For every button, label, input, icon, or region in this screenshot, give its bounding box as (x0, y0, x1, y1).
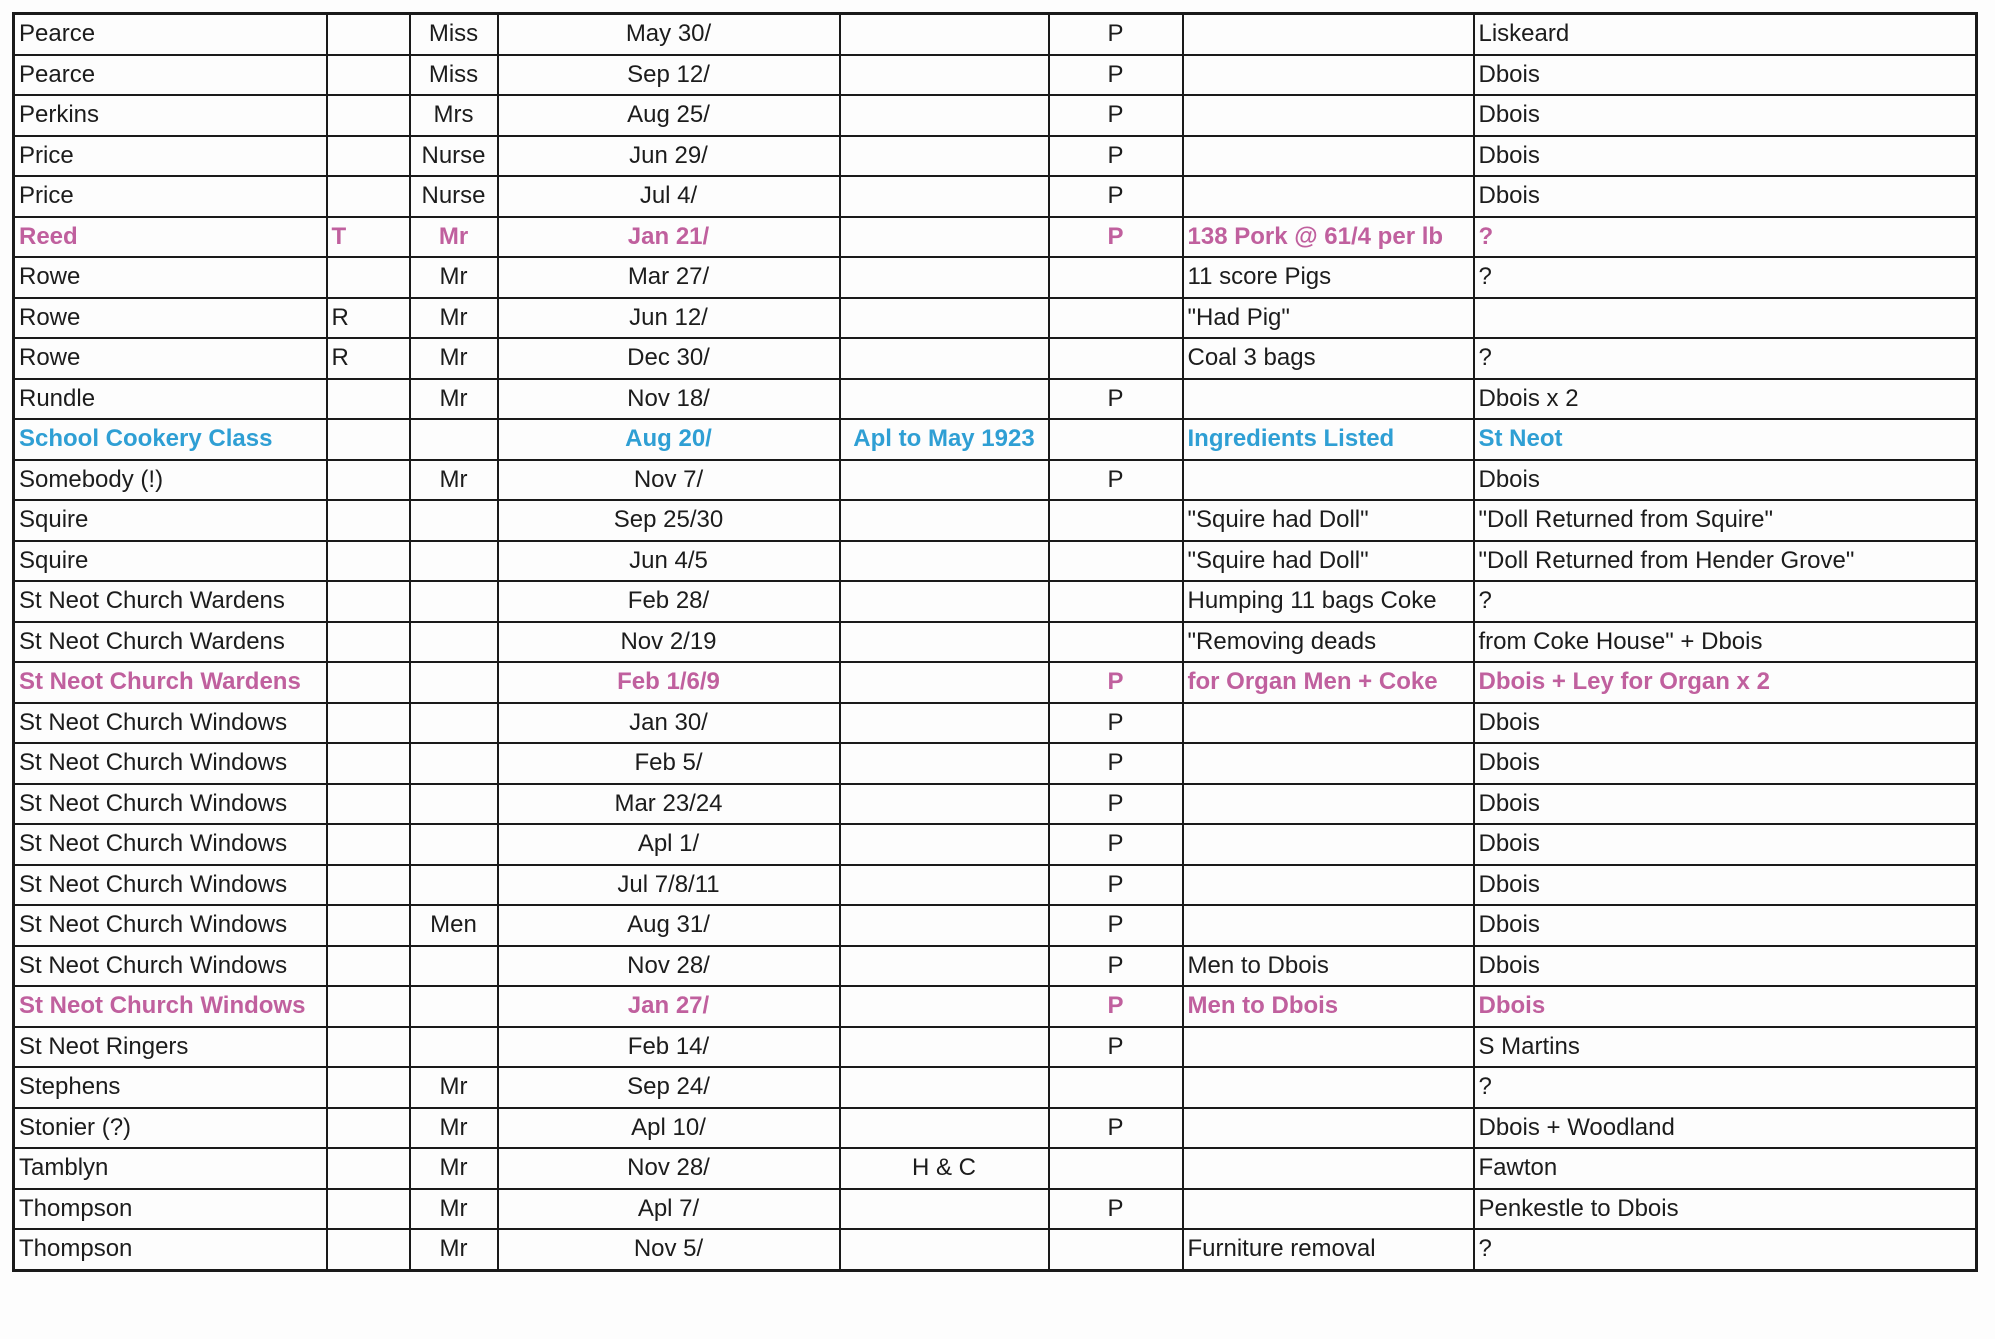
name-cell: St Neot Church Windows (14, 703, 327, 744)
initial-cell (327, 460, 410, 501)
place-cell: from Coke House" + Dbois (1474, 622, 1977, 663)
table-row (14, 176, 1977, 217)
title-cell: Mr (410, 379, 498, 420)
detail-cell: Men to Dbois (1183, 986, 1474, 1027)
initial-cell: T (327, 217, 410, 258)
place-cell: ? (1474, 338, 1977, 379)
paid-mark-cell: P (1049, 379, 1183, 420)
title-cell (410, 946, 498, 987)
initial-cell (327, 55, 410, 96)
place-cell: ? (1474, 581, 1977, 622)
title-cell (410, 743, 498, 784)
place-cell: Dbois (1474, 986, 1977, 1027)
date-cell: Dec 30/ (498, 338, 840, 379)
name-cell: Squire (14, 500, 327, 541)
ledger-sheet (12, 12, 1975, 1272)
note-cell (840, 217, 1049, 258)
title-cell: Mr (410, 1229, 498, 1270)
paid-mark-cell: P (1049, 824, 1183, 865)
table-row (14, 1067, 1977, 1108)
title-cell: Mr (410, 460, 498, 501)
note-cell (840, 743, 1049, 784)
table-row (14, 1148, 1977, 1189)
detail-cell (1183, 1067, 1474, 1108)
paid-mark-cell: P (1049, 217, 1183, 258)
note-cell (840, 784, 1049, 825)
place-cell: Dbois (1474, 176, 1977, 217)
date-cell: Nov 28/ (498, 946, 840, 987)
title-cell: Miss (410, 55, 498, 96)
paid-mark-cell: P (1049, 136, 1183, 177)
paid-mark-cell: P (1049, 703, 1183, 744)
place-cell: Dbois (1474, 55, 1977, 96)
place-cell: Dbois (1474, 743, 1977, 784)
name-cell: Thompson (14, 1189, 327, 1230)
name-cell: Pearce (14, 55, 327, 96)
initial-cell (327, 541, 410, 582)
detail-cell: 11 score Pigs (1183, 257, 1474, 298)
place-cell (1474, 298, 1977, 339)
initial-cell (327, 1108, 410, 1149)
table-row (14, 95, 1977, 136)
table-row (14, 1027, 1977, 1068)
title-cell (410, 500, 498, 541)
note-cell (840, 460, 1049, 501)
note-cell (840, 379, 1049, 420)
name-cell: School Cookery Class (14, 419, 327, 460)
initial-cell (327, 1067, 410, 1108)
title-cell: Mr (410, 1148, 498, 1189)
title-cell (410, 703, 498, 744)
paid-mark-cell: P (1049, 55, 1183, 96)
paid-mark-cell (1049, 419, 1183, 460)
place-cell: Dbois (1474, 703, 1977, 744)
title-cell (410, 622, 498, 663)
title-cell: Nurse (410, 136, 498, 177)
table-row (14, 1108, 1977, 1149)
note-cell (840, 986, 1049, 1027)
initial-cell (327, 865, 410, 906)
initial-cell (327, 176, 410, 217)
note-cell (840, 1229, 1049, 1270)
ledger-table (12, 12, 1978, 1272)
date-cell: Jun 4/5 (498, 541, 840, 582)
initial-cell (327, 986, 410, 1027)
table-row (14, 662, 1977, 703)
title-cell (410, 865, 498, 906)
note-cell (840, 95, 1049, 136)
place-cell: Dbois (1474, 946, 1977, 987)
detail-cell: Humping 11 bags Coke (1183, 581, 1474, 622)
place-cell: "Doll Returned from Squire" (1474, 500, 1977, 541)
date-cell: Mar 27/ (498, 257, 840, 298)
note-cell (840, 1108, 1049, 1149)
title-cell: Men (410, 905, 498, 946)
table-row (14, 622, 1977, 663)
table-row (14, 460, 1977, 501)
initial-cell (327, 257, 410, 298)
date-cell: Mar 23/24 (498, 784, 840, 825)
initial-cell: R (327, 338, 410, 379)
note-cell (840, 298, 1049, 339)
title-cell (410, 419, 498, 460)
name-cell: Tamblyn (14, 1148, 327, 1189)
date-cell: May 30/ (498, 14, 840, 55)
table-row (14, 257, 1977, 298)
initial-cell (327, 1229, 410, 1270)
paid-mark-cell: P (1049, 1108, 1183, 1149)
place-cell: ? (1474, 1229, 1977, 1270)
detail-cell (1183, 784, 1474, 825)
note-cell (840, 257, 1049, 298)
name-cell: Perkins (14, 95, 327, 136)
date-cell: Apl 10/ (498, 1108, 840, 1149)
table-row (14, 946, 1977, 987)
place-cell: Dbois (1474, 905, 1977, 946)
detail-cell: Furniture removal (1183, 1229, 1474, 1270)
detail-cell (1183, 1108, 1474, 1149)
paid-mark-cell: P (1049, 986, 1183, 1027)
detail-cell: "Squire had Doll" (1183, 500, 1474, 541)
title-cell (410, 784, 498, 825)
place-cell: Dbois (1474, 824, 1977, 865)
initial-cell (327, 95, 410, 136)
paid-mark-cell (1049, 581, 1183, 622)
detail-cell: "Had Pig" (1183, 298, 1474, 339)
place-cell: Dbois (1474, 460, 1977, 501)
name-cell: St Neot Church Wardens (14, 622, 327, 663)
date-cell: Feb 28/ (498, 581, 840, 622)
date-cell: Apl 1/ (498, 824, 840, 865)
detail-cell (1183, 743, 1474, 784)
name-cell: St Neot Church Wardens (14, 662, 327, 703)
date-cell: Apl 7/ (498, 1189, 840, 1230)
place-cell: ? (1474, 257, 1977, 298)
paid-mark-cell: P (1049, 95, 1183, 136)
table-row (14, 1189, 1977, 1230)
table-row (14, 905, 1977, 946)
title-cell: Nurse (410, 176, 498, 217)
detail-cell (1183, 176, 1474, 217)
place-cell: Dbois x 2 (1474, 379, 1977, 420)
place-cell: Dbois (1474, 136, 1977, 177)
date-cell: Jun 12/ (498, 298, 840, 339)
detail-cell (1183, 136, 1474, 177)
note-cell (840, 662, 1049, 703)
name-cell: Somebody (!) (14, 460, 327, 501)
date-cell: Sep 24/ (498, 1067, 840, 1108)
detail-cell (1183, 379, 1474, 420)
name-cell: Price (14, 136, 327, 177)
paid-mark-cell (1049, 1067, 1183, 1108)
date-cell: Feb 14/ (498, 1027, 840, 1068)
title-cell: Mr (410, 338, 498, 379)
place-cell: Dbois + Ley for Organ x 2 (1474, 662, 1977, 703)
date-cell: Jun 29/ (498, 136, 840, 177)
note-cell (840, 703, 1049, 744)
title-cell: Mr (410, 257, 498, 298)
date-cell: Feb 5/ (498, 743, 840, 784)
note-cell (840, 946, 1049, 987)
table-row (14, 217, 1977, 258)
detail-cell: Coal 3 bags (1183, 338, 1474, 379)
note-cell (840, 541, 1049, 582)
title-cell: Mr (410, 1108, 498, 1149)
table-row (14, 581, 1977, 622)
detail-cell: "Removing deads (1183, 622, 1474, 663)
name-cell: Thompson (14, 1229, 327, 1270)
table-row (14, 743, 1977, 784)
name-cell: Rundle (14, 379, 327, 420)
date-cell: Jan 30/ (498, 703, 840, 744)
paid-mark-cell: P (1049, 946, 1183, 987)
name-cell: St Neot Ringers (14, 1027, 327, 1068)
note-cell (840, 14, 1049, 55)
paid-mark-cell: P (1049, 176, 1183, 217)
detail-cell: Ingredients Listed (1183, 419, 1474, 460)
name-cell: St Neot Church Windows (14, 905, 327, 946)
date-cell: Nov 7/ (498, 460, 840, 501)
initial-cell (327, 662, 410, 703)
note-cell (840, 865, 1049, 906)
note-cell (840, 176, 1049, 217)
title-cell: Mrs (410, 95, 498, 136)
initial-cell (327, 379, 410, 420)
initial-cell (327, 419, 410, 460)
table-row (14, 1229, 1977, 1270)
title-cell: Miss (410, 14, 498, 55)
place-cell: Fawton (1474, 1148, 1977, 1189)
paid-mark-cell: P (1049, 460, 1183, 501)
note-cell (840, 338, 1049, 379)
initial-cell (327, 14, 410, 55)
date-cell: Aug 31/ (498, 905, 840, 946)
place-cell: St Neot (1474, 419, 1977, 460)
name-cell: St Neot Church Windows (14, 784, 327, 825)
detail-cell (1183, 1189, 1474, 1230)
initial-cell (327, 824, 410, 865)
table-row (14, 541, 1977, 582)
name-cell: Rowe (14, 257, 327, 298)
date-cell: Nov 2/19 (498, 622, 840, 663)
paid-mark-cell (1049, 622, 1183, 663)
detail-cell (1183, 1027, 1474, 1068)
detail-cell (1183, 905, 1474, 946)
paid-mark-cell (1049, 298, 1183, 339)
note-cell (840, 1189, 1049, 1230)
place-cell: "Doll Returned from Hender Grove" (1474, 541, 1977, 582)
title-cell: Mr (410, 1067, 498, 1108)
paid-mark-cell: P (1049, 743, 1183, 784)
note-cell (840, 581, 1049, 622)
title-cell: Mr (410, 1189, 498, 1230)
initial-cell (327, 946, 410, 987)
table-row (14, 379, 1977, 420)
note-cell (840, 622, 1049, 663)
date-cell: Nov 5/ (498, 1229, 840, 1270)
date-cell: Jan 21/ (498, 217, 840, 258)
paid-mark-cell (1049, 338, 1183, 379)
paid-mark-cell: P (1049, 1189, 1183, 1230)
date-cell: Aug 25/ (498, 95, 840, 136)
initial-cell (327, 1148, 410, 1189)
paid-mark-cell: P (1049, 784, 1183, 825)
name-cell: Stephens (14, 1067, 327, 1108)
place-cell: Penkestle to Dbois (1474, 1189, 1977, 1230)
paid-mark-cell: P (1049, 865, 1183, 906)
note-cell: H & C (840, 1148, 1049, 1189)
detail-cell (1183, 95, 1474, 136)
initial-cell (327, 703, 410, 744)
initial-cell: R (327, 298, 410, 339)
date-cell: Jul 4/ (498, 176, 840, 217)
detail-cell: "Squire had Doll" (1183, 541, 1474, 582)
date-cell: Feb 1/6/9 (498, 662, 840, 703)
place-cell: Dbois + Woodland (1474, 1108, 1977, 1149)
date-cell: Jul 7/8/11 (498, 865, 840, 906)
name-cell: Pearce (14, 14, 327, 55)
name-cell: Stonier (?) (14, 1108, 327, 1149)
name-cell: Reed (14, 217, 327, 258)
paid-mark-cell (1049, 541, 1183, 582)
table-row (14, 784, 1977, 825)
detail-cell: Men to Dbois (1183, 946, 1474, 987)
initial-cell (327, 784, 410, 825)
place-cell: Dbois (1474, 865, 1977, 906)
note-cell (840, 500, 1049, 541)
date-cell: Jan 27/ (498, 986, 840, 1027)
detail-cell (1183, 460, 1474, 501)
table-row (14, 500, 1977, 541)
title-cell (410, 824, 498, 865)
name-cell: St Neot Church Windows (14, 986, 327, 1027)
detail-cell: 138 Pork @ 61/4 per lb (1183, 217, 1474, 258)
table-row (14, 703, 1977, 744)
table-row (14, 338, 1977, 379)
table-row (14, 986, 1977, 1027)
table-row (14, 419, 1977, 460)
name-cell: Price (14, 176, 327, 217)
initial-cell (327, 136, 410, 177)
name-cell: Rowe (14, 338, 327, 379)
place-cell: ? (1474, 1067, 1977, 1108)
title-cell: Mr (410, 298, 498, 339)
title-cell: Mr (410, 217, 498, 258)
initial-cell (327, 905, 410, 946)
place-cell: ? (1474, 217, 1977, 258)
ledger-body (14, 14, 1977, 1271)
place-cell: Liskeard (1474, 14, 1977, 55)
name-cell: St Neot Church Windows (14, 946, 327, 987)
note-cell (840, 1027, 1049, 1068)
table-row (14, 55, 1977, 96)
name-cell: Squire (14, 541, 327, 582)
date-cell: Nov 18/ (498, 379, 840, 420)
title-cell (410, 662, 498, 703)
initial-cell (327, 743, 410, 784)
date-cell: Nov 28/ (498, 1148, 840, 1189)
paid-mark-cell: P (1049, 14, 1183, 55)
note-cell (840, 136, 1049, 177)
detail-cell (1183, 55, 1474, 96)
detail-cell (1183, 703, 1474, 744)
note-cell (840, 905, 1049, 946)
initial-cell (327, 1027, 410, 1068)
initial-cell (327, 500, 410, 541)
detail-cell (1183, 865, 1474, 906)
table-row (14, 14, 1977, 55)
name-cell: St Neot Church Windows (14, 824, 327, 865)
place-cell: Dbois (1474, 95, 1977, 136)
note-cell (840, 824, 1049, 865)
paid-mark-cell: P (1049, 662, 1183, 703)
detail-cell (1183, 14, 1474, 55)
detail-cell (1183, 824, 1474, 865)
initial-cell (327, 581, 410, 622)
initial-cell (327, 622, 410, 663)
note-cell (840, 55, 1049, 96)
title-cell (410, 986, 498, 1027)
paid-mark-cell (1049, 1229, 1183, 1270)
title-cell (410, 541, 498, 582)
note-cell: Apl to May 1923 (840, 419, 1049, 460)
title-cell (410, 581, 498, 622)
paid-mark-cell: P (1049, 1027, 1183, 1068)
note-cell (840, 1067, 1049, 1108)
table-row (14, 824, 1977, 865)
table-row (14, 865, 1977, 906)
title-cell (410, 1027, 498, 1068)
date-cell: Sep 25/30 (498, 500, 840, 541)
paid-mark-cell (1049, 1148, 1183, 1189)
detail-cell: for Organ Men + Coke (1183, 662, 1474, 703)
paid-mark-cell (1049, 257, 1183, 298)
table-row (14, 298, 1977, 339)
initial-cell (327, 1189, 410, 1230)
name-cell: St Neot Church Windows (14, 743, 327, 784)
date-cell: Sep 12/ (498, 55, 840, 96)
paid-mark-cell: P (1049, 905, 1183, 946)
detail-cell (1183, 1148, 1474, 1189)
place-cell: Dbois (1474, 784, 1977, 825)
date-cell: Aug 20/ (498, 419, 840, 460)
paid-mark-cell (1049, 500, 1183, 541)
place-cell: S Martins (1474, 1027, 1977, 1068)
name-cell: Rowe (14, 298, 327, 339)
name-cell: St Neot Church Wardens (14, 581, 327, 622)
name-cell: St Neot Church Windows (14, 865, 327, 906)
table-row (14, 136, 1977, 177)
